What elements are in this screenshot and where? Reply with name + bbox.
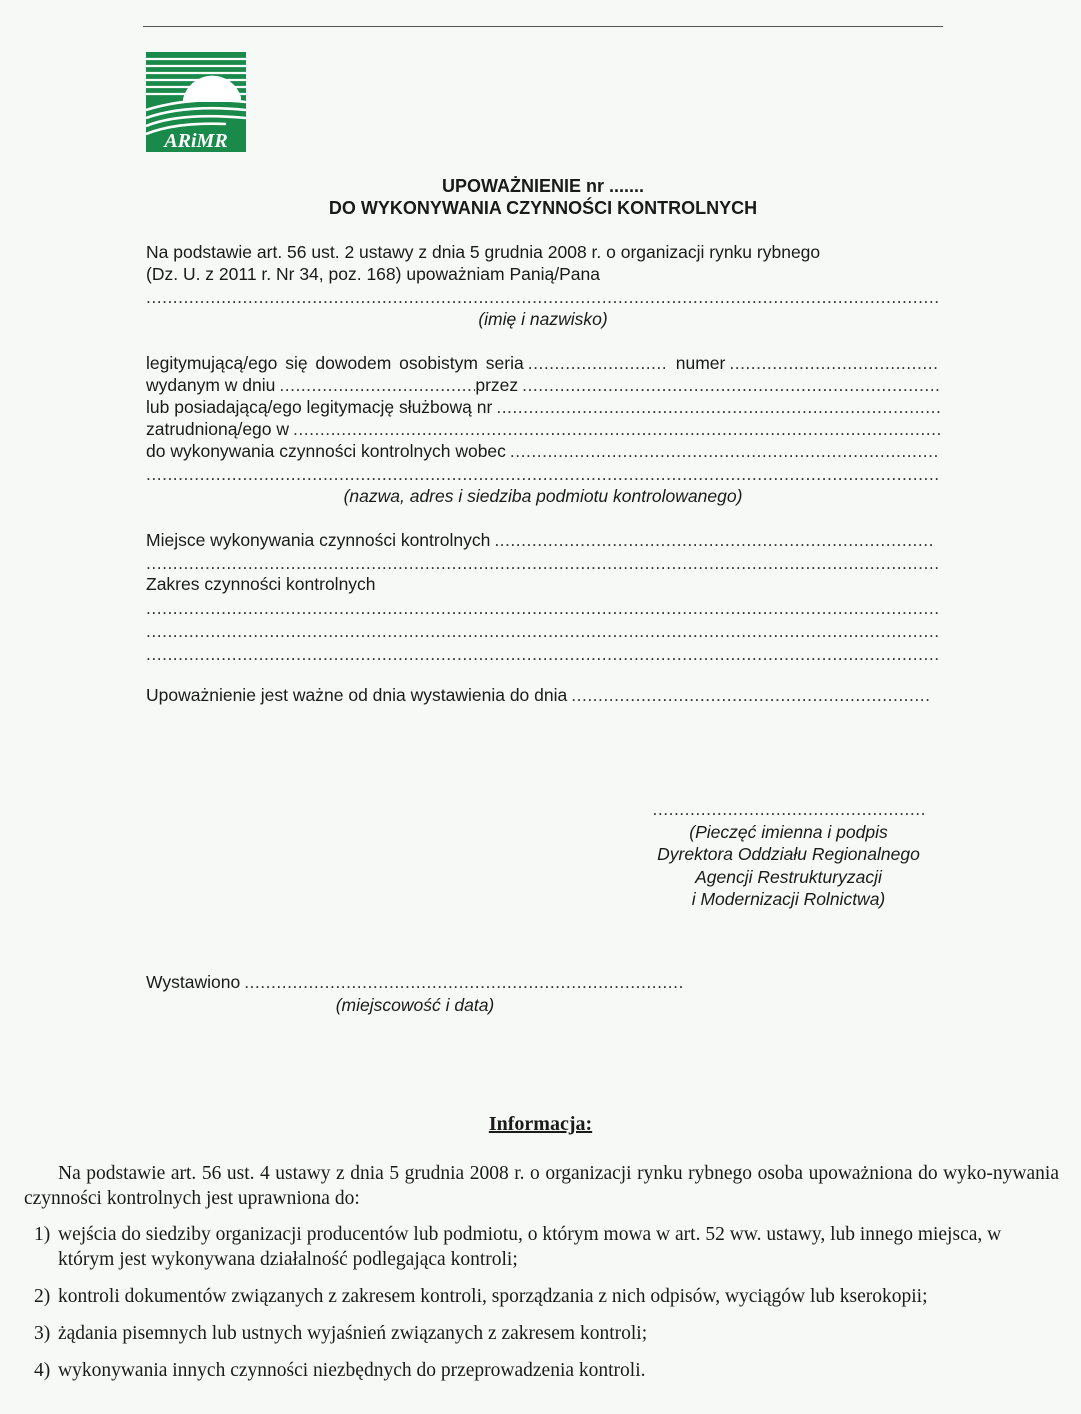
place-row: Miejsce wykonywania czynności kontrolnych ..... <box>146 529 932 551</box>
information-list <box>34 1222 1059 1395</box>
document-title: UPOWAŻNIENIE nr ....... <box>441 176 645 196</box>
against-field[interactable] <box>510 440 940 462</box>
document-subtitle: DO WYKONYWANIA CZYNNOŚCI KONTROLNYCH <box>328 198 758 218</box>
id-series-row: legitymującą/ego się dowodem osobistym seria ..... numer ..... <box>146 352 940 374</box>
against-row: do wykonywania czynności kontrolnych wobec ..... <box>146 440 940 462</box>
top-rule <box>143 26 943 27</box>
issued-date-field[interactable] <box>279 374 475 396</box>
place-field-continued[interactable] <box>146 552 940 574</box>
valid-until-row: Upoważnienie jest ważne od dnia wystawienia do dnia ..... <box>146 684 932 706</box>
entity-field[interactable] <box>146 463 940 485</box>
name-caption: (imię i nazwisko) <box>478 309 608 329</box>
signature-caption-3: Agencji Restrukturyzacji <box>695 866 882 887</box>
place-field[interactable] <box>494 529 932 551</box>
list-item: 4) wykonywania innych czynności niezbędnych do przeprowadzenia kontroli. <box>34 1360 646 1381</box>
signature-caption-2: Dyrektora Oddziału Regionalnego <box>657 844 920 864</box>
signature-caption-1: (Pieczęć imienna i podpis <box>689 821 888 842</box>
issued-place-date-field[interactable] <box>244 971 682 993</box>
scope-label-row: Zakres czynności kontrolnych <box>146 574 376 594</box>
intro-line-2: (Dz. U. z 2011 r. Nr 34, poz. 168) upoważniam Panią/Pana <box>146 264 600 284</box>
information-title: Informacja: <box>488 1113 593 1135</box>
svg-text:ARiMR: ARiMR <box>164 130 228 152</box>
list-item: 1) wejścia do siedziby organizacji producentów lub podmiotu, o którym mowa w art. 52 ww. ustawy, lub innego miejsca, w którym jest wykonywana działalność podlegająca kontroli; <box>34 1224 1002 1270</box>
scope-field-line-3[interactable] <box>146 643 940 665</box>
issued-caption: (miejscowość i data) <box>335 995 495 1015</box>
signature-caption-4: i Modernizacji Rolnictwa) <box>691 889 886 909</box>
id-number-field[interactable] <box>729 352 940 374</box>
name-field[interactable] <box>146 286 940 308</box>
employer-field[interactable] <box>293 418 940 440</box>
issued-place-row: Wystawiono ..... <box>146 971 682 993</box>
list-item: 2) kontroli dokumentów związanych z zakresem kontroli, sporządzania z nich odpisów, wyciągów lub kserokopii; <box>34 1286 928 1307</box>
arimr-logo-icon <box>146 52 246 152</box>
employer-row: zatrudnioną/ego w ..... <box>146 418 940 440</box>
scope-field-line-1[interactable] <box>146 597 940 619</box>
service-id-row: lub posiadającą/ego legitymację służbową nr ..... <box>146 396 940 418</box>
signature-block <box>636 798 941 911</box>
issued-by-field[interactable] <box>522 374 940 396</box>
issued-row: wydanym w dniu ..... przez ..... <box>146 374 940 396</box>
list-item: 3) żądania pisemnych lub ustnych wyjaśnień związanych z zakresem kontroli; <box>34 1323 648 1344</box>
entity-caption: (nazwa, adres i siedziba podmiotu kontrolowanego) <box>343 486 743 506</box>
scope-field-line-2[interactable] <box>146 620 940 642</box>
information-paragraph: Na podstawie art. 56 ust. 4 ustawy z dnia 5 grudnia 2008 r. o organizacji rynku rybnego osoba upoważniona do wyko-nywania czynności kontrolnych jest uprawniona do: <box>24 1163 1059 1209</box>
valid-until-field[interactable] <box>571 684 932 706</box>
service-id-field[interactable] <box>496 396 940 418</box>
id-series-field[interactable] <box>528 352 668 374</box>
signature-field[interactable] <box>653 798 925 821</box>
intro-line-1: Na podstawie art. 56 ust. 2 ustawy z dnia 5 grudnia 2008 r. o organizacji rynku rybnego <box>146 242 821 262</box>
